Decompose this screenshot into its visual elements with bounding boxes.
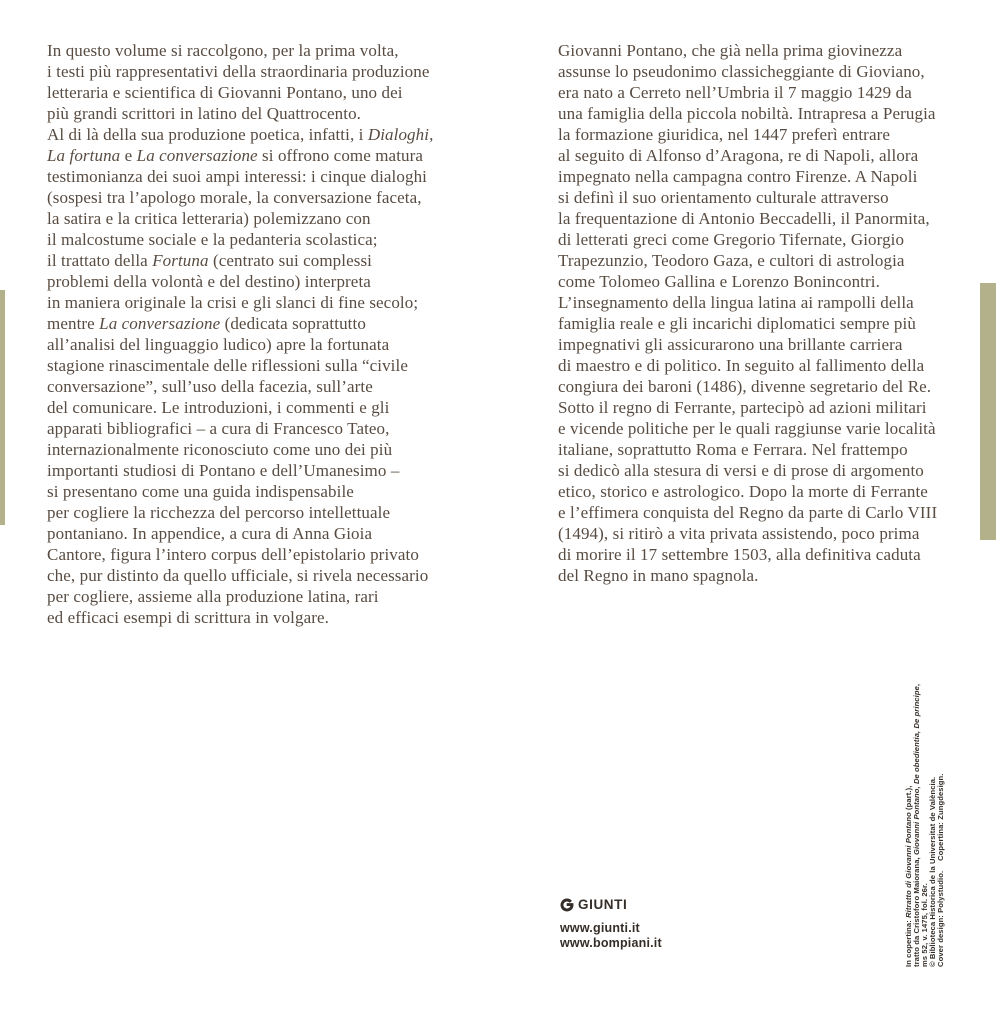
text-line: la formazione giuridica, nel 1447 preferì entrare bbox=[558, 125, 890, 144]
text-line: più grandi scrittori in latino del Quattrocento. bbox=[47, 104, 362, 123]
text-line: ed efficaci esempi di scrittura in volgare. bbox=[47, 608, 330, 627]
text-line: come Tolomeo Gallina e Lorenzo Bonincontri. bbox=[558, 272, 880, 291]
text-line: Sotto il regno di Ferrante, partecipò ad azioni militari bbox=[558, 398, 927, 417]
text-line: conversazione”, sull’uso della facezia, sull’arte bbox=[47, 377, 373, 396]
publisher-name: GIUNTI bbox=[578, 897, 628, 912]
publisher-url-giunti: www.giunti.it bbox=[560, 921, 640, 935]
text-line: la frequentazione di Antonio Beccadelli, il Panormita, bbox=[558, 209, 930, 228]
publisher-logo bbox=[560, 897, 662, 912]
text-line: La fortuna e La conversazione si offrono come matura bbox=[47, 146, 424, 165]
text-line: italiane, soprattutto Roma e Ferrara. Nel frattempo bbox=[558, 440, 908, 459]
text-line: del Regno in mano spagnola. bbox=[558, 566, 759, 585]
text-line: all’analisi del linguaggio ludico) apre la fortunata bbox=[47, 335, 390, 354]
publisher-block bbox=[560, 897, 662, 951]
text-line: e vicende politiche per le quali raggiunse varie località bbox=[558, 419, 936, 438]
text-line: era nato a Cerreto nell’Umbria il 7 maggio 1429 da bbox=[558, 83, 912, 102]
text-line: tratto da Cristoforo Maiorana, Giovanni Pontano, De obedientia, De principe, bbox=[912, 683, 921, 967]
text-line: impegnato nella campagna contro Firenze. A Napoli bbox=[558, 167, 918, 186]
text-line: (1494), si ritirò a vita privata assistendo, poco prima bbox=[558, 524, 920, 543]
text-line: famiglia reale e gli incarichi diplomatici sempre più bbox=[558, 314, 916, 333]
publisher-url-bompiani: www.bompiani.it bbox=[560, 936, 662, 950]
text-line: importanti studiosi di Pontano e dell’Umanesimo – bbox=[47, 461, 400, 480]
right-accent-bar bbox=[980, 283, 996, 540]
text-line: si presentano come una guida indispensabile bbox=[47, 482, 354, 501]
text-line: il malcostume sociale e la pedanteria scolastica; bbox=[47, 230, 378, 249]
text-line: pontaniano. In appendice, a cura di Anna Gioia bbox=[47, 524, 373, 543]
text-line: che, pur distinto da quello ufficiale, si rivela necessario bbox=[47, 566, 429, 585]
left-text-column bbox=[47, 40, 433, 628]
text-line: ms 52, v. 1475, fol. 26r. bbox=[920, 883, 929, 967]
text-line: © Biblioteca Historica de la Universitat de València. bbox=[928, 776, 937, 967]
text-line: in maniera originale la crisi e gli slanci di fine secolo; bbox=[47, 293, 419, 312]
left-accent-bar bbox=[0, 290, 5, 525]
text-line: congiura dei baroni (1486), divenne segretario del Re. bbox=[558, 377, 932, 396]
text-line: una famiglia della piccola nobiltà. Intrapresa a Perugia bbox=[558, 104, 936, 123]
text-line: Cantore, figura l’intero corpus dell’epistolario privato bbox=[47, 545, 419, 564]
text-line: si definì il suo orientamento culturale attraverso bbox=[558, 188, 889, 207]
text-line: L’insegnamento della lingua latina ai rampolli della bbox=[558, 293, 914, 312]
text-line: di maestro e di politico. In seguito al fallimento della bbox=[558, 356, 925, 375]
text-line: e l’effimera conquista del Regno da parte di Carlo VIII bbox=[558, 503, 938, 522]
text-line: etico, storico e astrologico. Dopo la morte di Ferrante bbox=[558, 482, 928, 501]
text-line: problemi della volontà e del destino) interpreta bbox=[47, 272, 371, 291]
text-line: In questo volume si raccolgono, per la prima volta, bbox=[47, 41, 399, 60]
text-line: Cover design: Polystudio. Copertina: Zungdesign. bbox=[936, 773, 945, 967]
text-line: Al di là della sua produzione poetica, infatti, i Dialoghi, bbox=[47, 125, 434, 144]
text-line: mentre La conversazione (dedicata soprattutto bbox=[47, 314, 366, 333]
cover-credits bbox=[905, 684, 945, 967]
text-line: apparati bibliografici – a cura di Francesco Tateo, bbox=[47, 419, 390, 438]
text-line: del comunicare. Le introduzioni, i commenti e gli bbox=[47, 398, 390, 417]
text-line: per cogliere, assieme alla produzione latina, rari bbox=[47, 587, 379, 606]
text-line: la satira e la critica letteraria) polemizzano con bbox=[47, 209, 371, 228]
text-line: letteraria e scientifica di Giovanni Pontano, uno dei bbox=[47, 83, 403, 102]
text-line: testimonianza dei suoi ampi interessi: i cinque dialoghi bbox=[47, 167, 427, 186]
text-line: si dedicò alla stesura di versi e di prose di argomento bbox=[558, 461, 924, 480]
text-line: per cogliere la ricchezza del percorso intellettuale bbox=[47, 503, 391, 522]
text-line: (sospesi tra l’apologo morale, la conversazione faceta, bbox=[47, 188, 422, 207]
text-line: impegnativi gli assicurarono una brillante carriera bbox=[558, 335, 903, 354]
text-line: i testi più rappresentativi della straordinaria produzione bbox=[47, 62, 430, 81]
right-text-column bbox=[558, 40, 937, 586]
publisher-urls bbox=[560, 921, 662, 951]
text-line: il trattato della Fortuna (centrato sui complessi bbox=[47, 251, 373, 270]
text-line: al seguito di Alfonso d’Aragona, re di Napoli, allora bbox=[558, 146, 919, 165]
text-line: internazionalmente riconosciuto come uno dei più bbox=[47, 440, 393, 459]
text-line: di morire il 17 settembre 1503, alla definitiva caduta bbox=[558, 545, 921, 564]
text-line: Giovanni Pontano, che già nella prima giovinezza bbox=[558, 41, 903, 60]
text-line: assunse lo pseudonimo classicheggiante di Gioviano, bbox=[558, 62, 925, 81]
text-line: Trapezunzio, Teodoro Gaza, e cultori di astrologia bbox=[558, 251, 905, 270]
text-line: di letterati greci come Gregorio Tifernate, Giorgio bbox=[558, 230, 905, 249]
text-line: stagione rinascimentale delle riflessioni sulla “civile bbox=[47, 356, 408, 375]
text-line: In copertina: Ritratto di Giovanni Pontano (part.), bbox=[904, 785, 913, 967]
giunti-g-icon bbox=[560, 898, 574, 912]
